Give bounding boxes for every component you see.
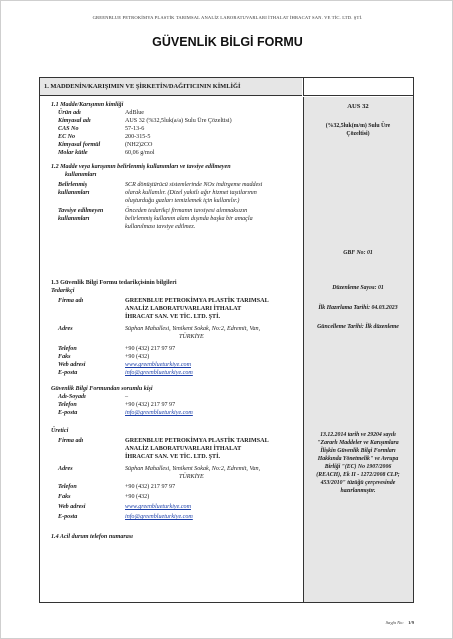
manufacturer-company-line-2: ANALİZ LABORATUVARLARI İTHALAT (125, 446, 242, 452)
uses-line-3: oluşturduğu gazları temizlemek için kullanılır.) (125, 198, 240, 204)
supplier-company-line-2: ANALİZ LABORATUVARLARI İTHALAT (125, 306, 242, 312)
page-number (386, 620, 414, 625)
right-first-prep-date: İlk Hazırlama Tarihi: 04.03.2023 (318, 305, 398, 311)
supplier-address-line-2: TÜRKİYE (179, 334, 204, 340)
supplier-email-label: E-posta (58, 370, 78, 376)
supplier-company-label: Firma adı (58, 298, 84, 304)
manufacturer-phone-value: +90 (432) 217 97 97 (125, 484, 176, 490)
right-regulation-line-3: İlişkin Güvenlik Bilgi Formları (320, 448, 396, 454)
supplier-company-line-3: İHRACAT SAN. VE TİC. LTD. ŞTİ. (125, 314, 220, 320)
supplier-web-label: Web adresi (58, 362, 86, 368)
manufacturer-web-label: Web adresi (58, 504, 86, 510)
right-regulation-line-7: 453/2010" tüzüğü çerçevesinde (320, 480, 396, 486)
manufacturer-email-link[interactable]: info@greenblueturkiye.com (125, 514, 193, 520)
manufacturer-address-line-2: TÜRKİYE (179, 474, 204, 480)
right-product-desc-1: (%32,5luk(m/m) Sulu Üre (325, 123, 391, 129)
manufacturer-company-line-1: GREENBLUE PETROKİMYA PLASTİK TARIMSAL (125, 438, 269, 444)
formula-value: (NH2)2CO (125, 142, 153, 148)
manufacturer-address-line-1: Süphan Mahallesi, Yenikent Sokak, No:2, Edremit, Van, (125, 466, 261, 472)
company-header: GREENBLUE PETROKİMYA PLASTİK TARIMSAL ANALİZ LABORATUVARLARI İTHALAT İHRACAT SAN. VE TİC. LTD. ŞTİ. (92, 15, 363, 20)
subsection-1-3-title: 1.3 Güvenlik Bilgi Formu tedarikçisinin bilgileri (51, 280, 177, 286)
right-regulation-line-1: 13.12.2014 tarih ve 29204 sayılı (320, 432, 396, 438)
manufacturer-fax-value: +90 (432) (125, 494, 150, 500)
supplier-title: Tedarikçi (51, 288, 75, 294)
document-title: GÜVENLİK BİLGİ FORMU (152, 35, 303, 49)
manufacturer-fax-label: Faks (58, 494, 71, 500)
supplier-address-label: Adres (58, 326, 73, 332)
right-revision-no: Düzenleme Sayısı: 01 (332, 285, 384, 291)
responsible-name-value: – (125, 394, 129, 400)
molar-mass-label: Molar kütle (58, 150, 88, 156)
responsible-email-link[interactable]: info@greenblueturkiye.com (125, 410, 193, 416)
not-recommended-label: Tavsiye edilmeyen (58, 208, 104, 214)
uses-line-2: olarak kullanılır. (Dizel yakıtlı ağır hizmet taşıtlarının (125, 190, 257, 196)
supplier-email-link[interactable]: info@greenblueturkiye.com (125, 370, 193, 376)
responsible-person-title: Güvenlik Bilgi Formundan sorumlu kişi (51, 386, 153, 392)
right-regulation-line-2: "Zararlı Maddeler ve Karışımlara (317, 440, 399, 446)
right-info-column (303, 97, 413, 602)
product-name-label: Ürün adı (58, 110, 81, 116)
manufacturer-title: Üretici (51, 428, 69, 434)
page-number-value: 1/9 (408, 620, 414, 625)
ec-no-value: 200-315-5 (125, 134, 151, 140)
supplier-web-link[interactable]: www.greenblueturkiye.com (125, 362, 191, 368)
right-update-date: Güncelleme Tarihi: İlk düzenleme (317, 324, 399, 330)
cas-no-value: 57-13-6 (125, 126, 145, 132)
responsible-name-label: Adı-Soyadı (58, 394, 86, 400)
right-gbf-no: GBF No: 01 (343, 250, 373, 256)
supplier-fax-value: +90 (432) (125, 354, 150, 360)
supplier-fax-label: Faks (58, 354, 71, 360)
uses-label-cont: kullanımları (58, 190, 90, 196)
manufacturer-email-label: E-posta (58, 514, 78, 520)
manufacturer-company-label: Firma adı (58, 438, 84, 444)
supplier-phone-value: +90 (432) 217 97 97 (125, 346, 176, 352)
formula-label: Kimyasal formül (58, 142, 101, 148)
ec-no-label: EC No (58, 134, 76, 140)
responsible-phone-value: +90 (432) 217 97 97 (125, 402, 176, 408)
subsection-1-4-title: 1.4 Acil durum telefon numarası (51, 534, 133, 540)
subsection-1-1-title: 1.1 Madde/Karışımın kimliği (51, 102, 124, 108)
uses-label: Belirlenmiş (58, 182, 88, 188)
right-regulation-line-4: Hakkında Yönetmelik" ve Avrupa (317, 456, 399, 462)
chemical-name-label: Kimyasal adı (58, 118, 91, 124)
molar-mass-value: 60,06 g/mol (125, 150, 155, 156)
subsection-1-2-title-cont: kullanımları (65, 172, 97, 178)
not-recommended-line-1: Önceden tedarikçi firmanın tavsiyesi alınmaksızın (125, 208, 248, 214)
manufacturer-address-label: Adres (58, 466, 73, 472)
supplier-company-line-1: GREENBLUE PETROKİMYA PLASTİK TARIMSAL (125, 298, 269, 304)
manufacturer-web-link[interactable]: www.greenblueturkiye.com (125, 504, 191, 510)
page-number-label: Sayfa No: (385, 620, 404, 625)
product-name-value: AdBlue (125, 110, 144, 116)
manufacturer-company-line-3: İHRACAT SAN. VE TİC. LTD. ŞTİ. (125, 454, 220, 460)
subsection-1-2-title: 1.2 Madde veya karışımın belirlenmiş kullanımları ve tavsiye edilmeyen (51, 164, 231, 170)
chemical-name-value: AUS 32 (%32,5luk(a/a) Sulu Üre Çözeltisi) (125, 118, 232, 124)
not-recommended-label-cont: kullanımları (58, 216, 90, 222)
supplier-address-line-1: Süphan Mahallesi, Yenikent Sokak, No:2, Edremit, Van, (125, 326, 261, 332)
uses-line-1: SCR dönüştürücü sistemlerinde NOx indirgeme maddesi (125, 182, 263, 188)
supplier-phone-label: Telefon (58, 346, 77, 352)
not-recommended-line-2: belirlenmiş kullanım alanı dışında başka bir amaçla (125, 216, 253, 222)
right-product-name: AUS 32 (347, 103, 369, 110)
right-regulation-line-6: (REACH), Ek II - 1272/2008 CLP; (316, 472, 400, 478)
cas-no-label: CAS No (58, 126, 79, 132)
section-1-header-right (303, 78, 413, 96)
right-product-desc-2: Çözeltisi) (346, 131, 370, 137)
responsible-phone-label: Telefon (58, 402, 77, 408)
right-regulation-line-5: Birliği "(EC) No 1907/2006 (324, 464, 392, 470)
manufacturer-phone-label: Telefon (58, 484, 77, 490)
responsible-email-label: E-posta (58, 410, 78, 416)
section-1-header: 1. MADDENİN/KARIŞIMIN VE ŞİRKETİN/DAĞITICININ KİMLİĞİ (40, 78, 302, 96)
not-recommended-line-3: kullanılması tavsiye edilmez. (125, 224, 196, 230)
right-regulation-line-8: hazırlanmıştır. (340, 488, 376, 494)
